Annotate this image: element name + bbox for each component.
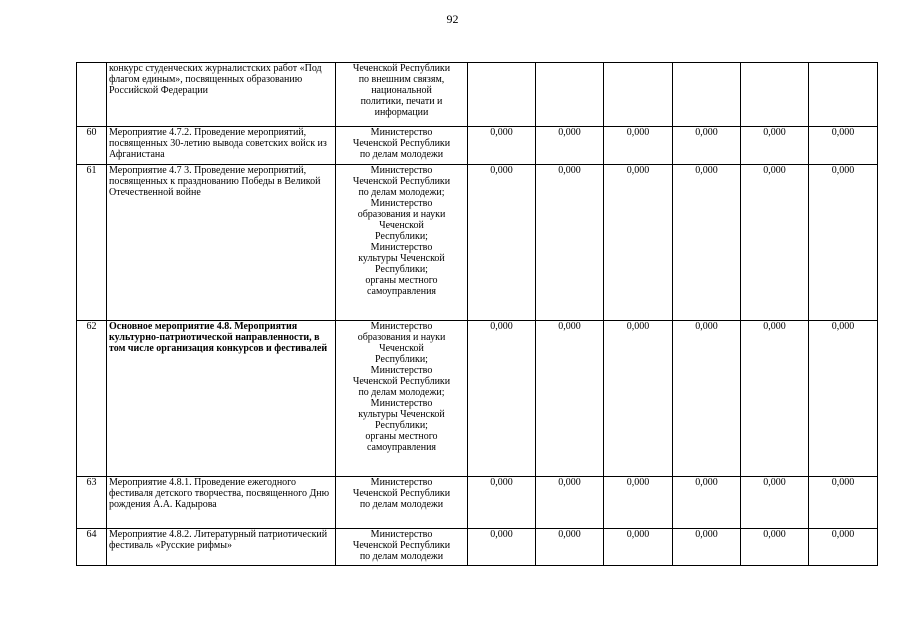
funding-value: 0,000 <box>809 127 878 165</box>
funding-value <box>673 63 741 127</box>
funding-value: 0,000 <box>741 529 809 566</box>
executor-line: образования и науки <box>357 209 446 220</box>
funding-value: 0,000 <box>536 529 604 566</box>
funding-value: 0,000 <box>468 127 536 165</box>
funding-value: 0,000 <box>673 529 741 566</box>
funding-value: 0,000 <box>536 477 604 529</box>
executor-line: Министерство <box>370 365 433 376</box>
funding-value: 0,000 <box>673 477 741 529</box>
measure-name: Мероприятие 4.8.1. Проведение ежегодного фестиваля детского творчества, посвященного Дню рождения А.А. Кадырова <box>107 477 336 529</box>
funding-value: 0,000 <box>741 321 809 477</box>
executor-line: Республики; <box>375 231 428 242</box>
executor-line: по делам молодежи <box>359 551 444 562</box>
row-number: 60 <box>77 127 107 165</box>
executor-line: Чеченской Республики <box>352 540 451 551</box>
funding-value: 0,000 <box>809 165 878 321</box>
measure-name: Основное мероприятие 4.8. Мероприятия культурно-патриотической направленности, в том числе организация конкурсов и фестивалей <box>107 321 336 477</box>
funding-value: 0,000 <box>536 321 604 477</box>
funding-value: 0,000 <box>536 165 604 321</box>
funding-value: 0,000 <box>809 321 878 477</box>
executor-line: Республики; <box>375 420 428 431</box>
executor-line: Министерство <box>370 127 433 138</box>
funding-value <box>809 63 878 127</box>
executor-line: Чеченской Республики <box>352 138 451 149</box>
executor-line: культуры Чеченской <box>358 253 445 264</box>
executor-line: самоуправления <box>366 442 437 453</box>
funding-value: 0,000 <box>741 165 809 321</box>
executor-cell <box>336 477 468 529</box>
executor-line: по внешним связям, <box>358 74 445 85</box>
funding-value: 0,000 <box>809 477 878 529</box>
executor-line: Чеченской <box>379 220 424 231</box>
executor-line: Чеченской Республики <box>352 63 451 74</box>
executor-line: культуры Чеченской <box>358 409 445 420</box>
funding-value <box>604 63 673 127</box>
executor-cell <box>336 321 468 477</box>
executor-line: органы местного <box>365 431 438 442</box>
executor-line: самоуправления <box>366 286 437 297</box>
measure-name: Мероприятие 4.8.2. Литературный патриотический фестиваль «Русские рифмы» <box>107 529 336 566</box>
funding-value: 0,000 <box>604 477 673 529</box>
table-row <box>77 529 878 566</box>
funding-value: 0,000 <box>809 529 878 566</box>
executor-line: по делам молодежи; <box>358 387 445 398</box>
executor-line: Министерство <box>370 398 433 409</box>
funding-value: 0,000 <box>673 165 741 321</box>
row-number: 64 <box>77 529 107 566</box>
funding-value: 0,000 <box>536 127 604 165</box>
executor-line: политики, печати и <box>360 96 443 107</box>
measure-name: Мероприятие 4.7 3. Проведение мероприятий, посвященных к празднованию Победы в Великой Отечественной войне <box>107 165 336 321</box>
executor-cell <box>336 127 468 165</box>
executor-line: национальной <box>371 85 432 96</box>
executor-line: Министерство <box>370 477 433 488</box>
budget-table <box>76 62 878 566</box>
executor-line: Министерство <box>370 242 433 253</box>
row-number: 61 <box>77 165 107 321</box>
funding-value <box>741 63 809 127</box>
funding-value: 0,000 <box>604 321 673 477</box>
table-row <box>77 127 878 165</box>
executor-line: по делам молодежи <box>359 149 444 160</box>
table-row <box>77 63 878 127</box>
executor-cell <box>336 63 468 127</box>
executor-line: по делам молодежи; <box>358 187 445 198</box>
funding-value <box>536 63 604 127</box>
executor-line: Министерство <box>370 165 433 176</box>
table-row <box>77 321 878 477</box>
row-number <box>77 63 107 127</box>
funding-value: 0,000 <box>604 165 673 321</box>
executor-line: по делам молодежи <box>359 499 444 510</box>
row-number: 63 <box>77 477 107 529</box>
measure-name: Мероприятие 4.7.2. Проведение мероприятий, посвященных 30-летию вывода советских войск из Афганистана <box>107 127 336 165</box>
page-number: 92 <box>446 12 459 26</box>
funding-value: 0,000 <box>468 165 536 321</box>
executor-cell <box>336 529 468 566</box>
funding-value: 0,000 <box>468 321 536 477</box>
funding-value <box>468 63 536 127</box>
table-row <box>77 477 878 529</box>
executor-line: информации <box>374 107 429 118</box>
executor-line: Республики; <box>375 354 428 365</box>
row-number: 62 <box>77 321 107 477</box>
funding-value: 0,000 <box>673 127 741 165</box>
executor-line: Республики; <box>375 264 428 275</box>
executor-line: Министерство <box>370 321 433 332</box>
table-row <box>77 165 878 321</box>
funding-value: 0,000 <box>604 529 673 566</box>
executor-line: образования и науки <box>357 332 446 343</box>
executor-line: Чеченской <box>379 343 424 354</box>
funding-value: 0,000 <box>741 127 809 165</box>
executor-line: Чеченской Республики <box>352 488 451 499</box>
funding-value: 0,000 <box>468 529 536 566</box>
funding-value: 0,000 <box>673 321 741 477</box>
executor-line: органы местного <box>365 275 438 286</box>
funding-value: 0,000 <box>468 477 536 529</box>
funding-value: 0,000 <box>741 477 809 529</box>
measure-name: конкурс студенческих журналистских работ «Под флагом единым», посвященных образованию Российской Федерации <box>107 63 336 127</box>
funding-value: 0,000 <box>604 127 673 165</box>
executor-line: Министерство <box>370 198 433 209</box>
executor-line: Чеченской Республики <box>352 176 451 187</box>
executor-cell <box>336 165 468 321</box>
executor-line: Чеченской Республики <box>352 376 451 387</box>
executor-line: Министерство <box>370 529 433 540</box>
